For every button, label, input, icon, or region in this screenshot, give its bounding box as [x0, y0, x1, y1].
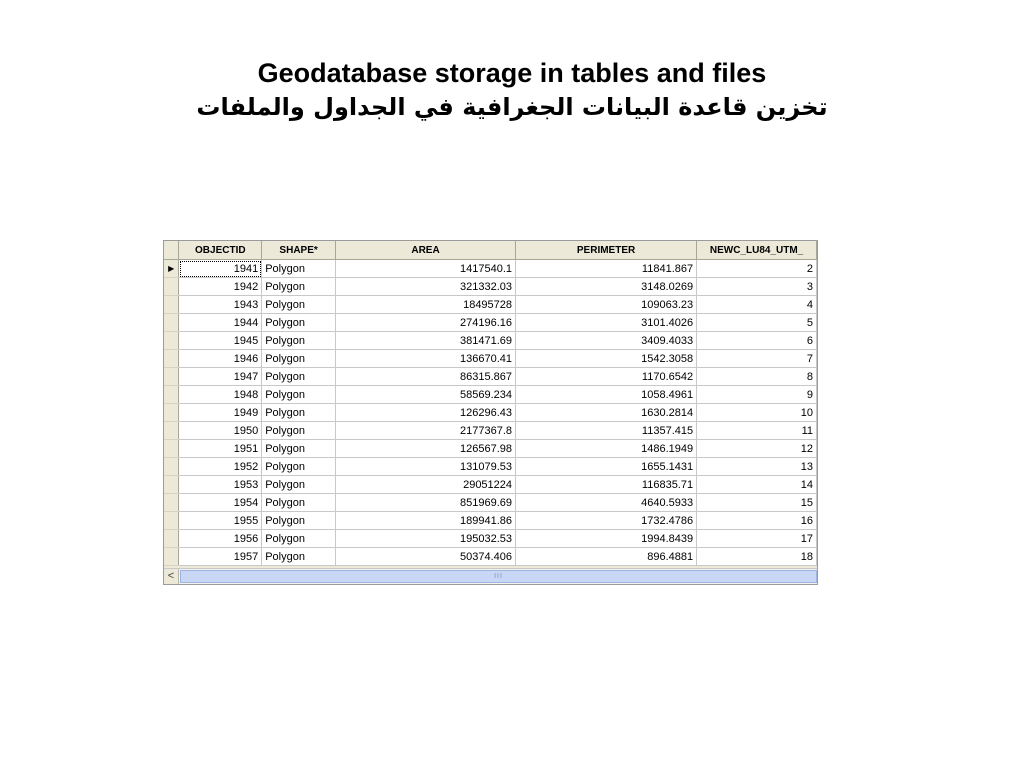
row-selector[interactable] [164, 512, 179, 530]
cell-area[interactable]: 126296.43 [336, 404, 516, 422]
table-row[interactable] [164, 386, 817, 404]
current-row-marker-icon[interactable]: ▶ [164, 260, 179, 278]
cell-landuse-id[interactable]: 14 [697, 476, 817, 494]
scroll-thumb[interactable]: III [180, 570, 817, 583]
cell-objectid[interactable]: 1949 [179, 404, 262, 422]
cell-landuse-id[interactable]: 12 [697, 440, 817, 458]
attribute-table-window [163, 240, 818, 585]
cell-perimeter[interactable]: 1994.8439 [516, 530, 697, 548]
table-row[interactable] [164, 368, 817, 386]
table-row[interactable] [164, 548, 817, 566]
cell-objectid[interactable]: 1951 [179, 440, 262, 458]
row-selector[interactable] [164, 350, 179, 368]
cell-shape[interactable]: Polygon [262, 260, 336, 278]
column-header-objectid[interactable]: OBJECTID [179, 241, 262, 260]
cell-shape[interactable]: Polygon [262, 476, 336, 494]
cell-area[interactable]: 189941.86 [336, 512, 516, 530]
cell-area[interactable]: 321332.03 [336, 278, 516, 296]
table-row[interactable] [164, 422, 817, 440]
table-row[interactable] [164, 404, 817, 422]
cell-shape[interactable]: Polygon [262, 440, 336, 458]
cell-shape[interactable]: Polygon [262, 350, 336, 368]
cell-shape[interactable]: Polygon [262, 512, 336, 530]
cell-objectid[interactable]: 1955 [179, 512, 262, 530]
cell-landuse-id[interactable]: 7 [697, 350, 817, 368]
cell-objectid[interactable]: 1954 [179, 494, 262, 512]
cell-perimeter[interactable]: 1655.1431 [516, 458, 697, 476]
cell-perimeter[interactable]: 1170.6542 [516, 368, 697, 386]
cell-shape[interactable]: Polygon [262, 530, 336, 548]
cell-shape[interactable]: Polygon [262, 368, 336, 386]
attribute-table [164, 241, 817, 566]
table-row[interactable] [164, 458, 817, 476]
cell-landuse-id[interactable]: 11 [697, 422, 817, 440]
row-selector[interactable] [164, 458, 179, 476]
cell-area[interactable]: 381471.69 [336, 332, 516, 350]
horizontal-scrollbar[interactable] [164, 568, 817, 584]
cell-perimeter[interactable]: 4640.5933 [516, 494, 697, 512]
table-row[interactable] [164, 440, 817, 458]
cell-shape[interactable]: Polygon [262, 548, 336, 566]
table-row[interactable] [164, 314, 817, 332]
cell-landuse-id[interactable]: 4 [697, 296, 817, 314]
cell-objectid[interactable]: 1941 [179, 260, 262, 278]
row-selector[interactable] [164, 494, 179, 512]
row-selector[interactable] [164, 332, 179, 350]
cell-landuse-id[interactable]: 5 [697, 314, 817, 332]
row-selector[interactable] [164, 548, 179, 566]
cell-objectid[interactable]: 1950 [179, 422, 262, 440]
column-header-area[interactable]: AREA [336, 241, 516, 260]
row-selector[interactable] [164, 278, 179, 296]
cell-landuse-id[interactable]: 16 [697, 512, 817, 530]
cell-area[interactable]: 2177367.8 [336, 422, 516, 440]
cell-objectid[interactable]: 1946 [179, 350, 262, 368]
table-row[interactable] [164, 350, 817, 368]
slide-title-arabic: تخزين قاعدة البيانات الجغرافية في الجداول والملفات [196, 93, 828, 121]
table-row[interactable] [164, 296, 817, 314]
cell-objectid[interactable]: 1947 [179, 368, 262, 386]
table-row[interactable] [164, 530, 817, 548]
cell-area[interactable]: 1417540.1 [336, 260, 516, 278]
row-selector-header[interactable] [164, 241, 179, 260]
cell-shape[interactable]: Polygon [262, 458, 336, 476]
cell-area[interactable]: 58569.234 [336, 386, 516, 404]
table-row[interactable] [164, 332, 817, 350]
cell-area[interactable]: 18495728 [336, 296, 516, 314]
cell-landuse-id[interactable]: 18 [697, 548, 817, 566]
row-selector[interactable] [164, 314, 179, 332]
cell-perimeter[interactable]: 3409.4033 [516, 332, 697, 350]
cell-landuse-id[interactable]: 9 [697, 386, 817, 404]
cell-shape[interactable]: Polygon [262, 404, 336, 422]
cell-objectid[interactable]: 1945 [179, 332, 262, 350]
cell-landuse-id[interactable]: 8 [697, 368, 817, 386]
cell-shape[interactable]: Polygon [262, 314, 336, 332]
cell-area[interactable]: 851969.69 [336, 494, 516, 512]
cell-perimeter[interactable]: 1058.4961 [516, 386, 697, 404]
row-selector[interactable] [164, 476, 179, 494]
cell-perimeter[interactable]: 116835.71 [516, 476, 697, 494]
slide-title-english: Geodatabase storage in tables and files [257, 58, 767, 88]
table-row[interactable] [164, 494, 817, 512]
cell-shape[interactable]: Polygon [262, 296, 336, 314]
cell-landuse-id[interactable]: 10 [697, 404, 817, 422]
cell-objectid[interactable]: 1953 [179, 476, 262, 494]
cell-area[interactable]: 86315.867 [336, 368, 516, 386]
cell-perimeter[interactable]: 1732.4786 [516, 512, 697, 530]
cell-landuse-id[interactable]: 17 [697, 530, 817, 548]
cell-landuse-id[interactable]: 2 [697, 260, 817, 278]
column-header-perimeter[interactable]: PERIMETER [516, 241, 697, 260]
cell-objectid[interactable]: 1942 [179, 278, 262, 296]
cell-perimeter[interactable]: 3101.4026 [516, 314, 697, 332]
row-selector[interactable] [164, 368, 179, 386]
cell-shape[interactable]: Polygon [262, 494, 336, 512]
cell-objectid[interactable]: 1957 [179, 548, 262, 566]
cell-shape[interactable]: Polygon [262, 278, 336, 296]
column-header-shape[interactable]: SHAPE* [262, 241, 336, 260]
scroll-left-arrow-icon[interactable]: < [164, 569, 179, 584]
row-selector[interactable] [164, 530, 179, 548]
cell-landuse-id[interactable]: 15 [697, 494, 817, 512]
cell-objectid[interactable]: 1952 [179, 458, 262, 476]
table-row[interactable] [164, 512, 817, 530]
cell-shape[interactable]: Polygon [262, 332, 336, 350]
cell-area[interactable]: 136670.41 [336, 350, 516, 368]
cell-perimeter[interactable]: 109063.23 [516, 296, 697, 314]
cell-shape[interactable]: Polygon [262, 422, 336, 440]
cell-area[interactable]: 50374.406 [336, 548, 516, 566]
cell-landuse-id[interactable]: 3 [697, 278, 817, 296]
row-selector[interactable] [164, 422, 179, 440]
cell-perimeter[interactable]: 1542.3058 [516, 350, 697, 368]
cell-perimeter[interactable]: 1630.2814 [516, 404, 697, 422]
row-selector[interactable] [164, 386, 179, 404]
cell-area[interactable]: 195032.53 [336, 530, 516, 548]
cell-perimeter[interactable]: 11357.415 [516, 422, 697, 440]
cell-landuse-id[interactable]: 13 [697, 458, 817, 476]
table-header-row [164, 241, 817, 260]
table-row[interactable] [164, 260, 817, 278]
cell-area[interactable]: 29051224 [336, 476, 516, 494]
cell-landuse-id[interactable]: 6 [697, 332, 817, 350]
cell-perimeter[interactable]: 896.4881 [516, 548, 697, 566]
table-row[interactable] [164, 476, 817, 494]
cell-perimeter[interactable]: 3148.0269 [516, 278, 697, 296]
cell-area[interactable]: 131079.53 [336, 458, 516, 476]
cell-area[interactable]: 274196.16 [336, 314, 516, 332]
cell-perimeter[interactable]: 1486.1949 [516, 440, 697, 458]
cell-shape[interactable]: Polygon [262, 386, 336, 404]
table-row[interactable] [164, 278, 817, 296]
row-selector[interactable] [164, 404, 179, 422]
cell-objectid[interactable]: 1943 [179, 296, 262, 314]
row-selector[interactable] [164, 440, 179, 458]
cell-perimeter[interactable]: 11841.867 [516, 260, 697, 278]
cell-objectid[interactable]: 1944 [179, 314, 262, 332]
cell-objectid[interactable]: 1948 [179, 386, 262, 404]
cell-area[interactable]: 126567.98 [336, 440, 516, 458]
cell-objectid[interactable]: 1956 [179, 530, 262, 548]
column-header-landuse-id[interactable]: NEWC_LU84_UTM_ [697, 241, 817, 260]
row-selector[interactable] [164, 296, 179, 314]
table-body [164, 260, 817, 566]
